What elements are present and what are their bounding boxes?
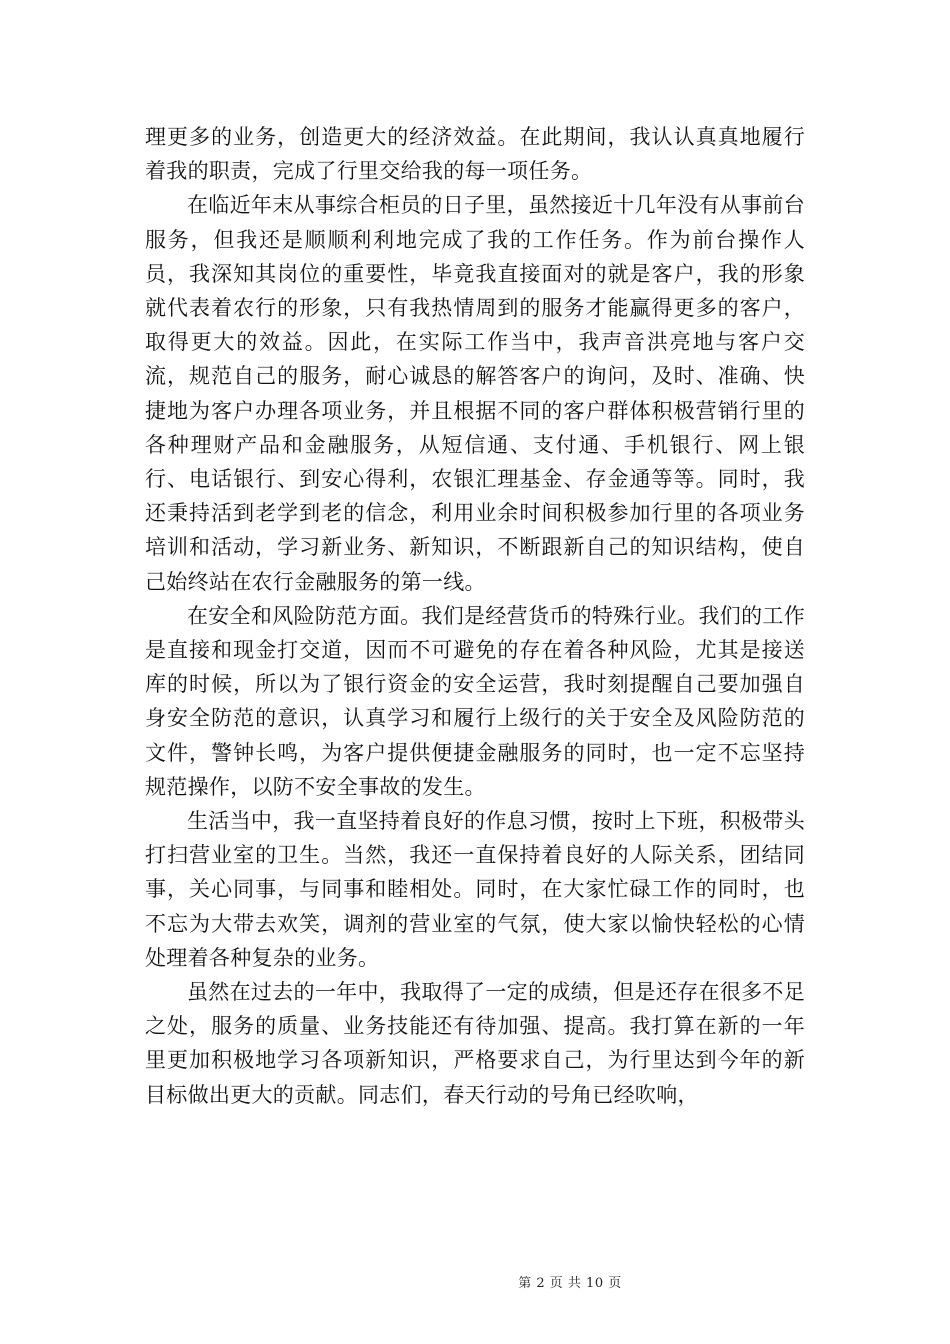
paragraph-5: 虽然在过去的一年中，我取得了一定的成绩，但是还存在很多不足之处，服务的质量、业务技能还有待加强、提高。我打算在新的一年里更加积极地学习各项新知识，严格要求自己，为行里达到今年的新目标做出更大的贡献。同志们，春天行动的号角已经吹响， (145, 980, 805, 1107)
paragraph-3: 在安全和风险防范方面。我们是经营货币的特殊行业。我们的工作是直接和现金打交道，因而不可避免的存在着各种风险，尤其是接送库的时候，所以为了银行资金的安全运营，我时刻提醒自己要加强自身安全防范的意识，认真学习和履行上级行的关于安全及风险防范的文件，警钟长鸣，为客户提供便捷金融服务的同时，也一定不忘坚持规范操作，以防不安全事故的发生。 (145, 603, 805, 799)
paragraph-4: 生活当中，我一直坚持着良好的作息习惯，按时上下班，积极带头打扫营业室的卫生。当然，我还一直保持着良好的人际关系，团结同事，关心同事，与同事和睦相处。同时，在大家忙碌工作的同时，也不忘为大带去欢笑，调剂的营业室的气氛，使大家以愉快轻松的心情处理着各种复杂的业务。 (145, 809, 805, 970)
paragraph-2: 在临近年末从事综合柜员的日子里，虽然接近十几年没有从事前台服务，但我还是顺顺利利地完成了我的工作任务。作为前台操作人员，我深知其岗位的重要性，毕竟我直接面对的就是客户，我的形象就代表着农行的形象，只有我热情周到的服务才能赢得更多的客户，取得更大的效益。因此，在实际工作当中，我声音洪亮地与客户交流，规范自己的服务，耐心诚恳的解答客户的询问，及时、准确、快捷地为客户办理各项业务，并且根据不同的客户群体积极营销行里的各种理财产品和金融服务，从短信通、支付通、手机银行、网上银行、电话银行、到安心得利，农银汇理基金、存金通等等。同时，我还秉持活到老学到老的信念，利用业余时间积极参加行里的各项业务培训和活动，学习新业务、新知识，不断跟新自己的知识结构，使自己始终站在农行金融服务的第一线。 (145, 193, 805, 594)
paragraph-1: 理更多的业务，创造更大的经济效益。在此期间，我认认真真地履行着我的职责，完成了行里交给我的每一项任务。 (145, 125, 805, 184)
page-number-footer: 第 2 页 共 10 页 (518, 1276, 622, 1291)
document-body (145, 120, 805, 1112)
